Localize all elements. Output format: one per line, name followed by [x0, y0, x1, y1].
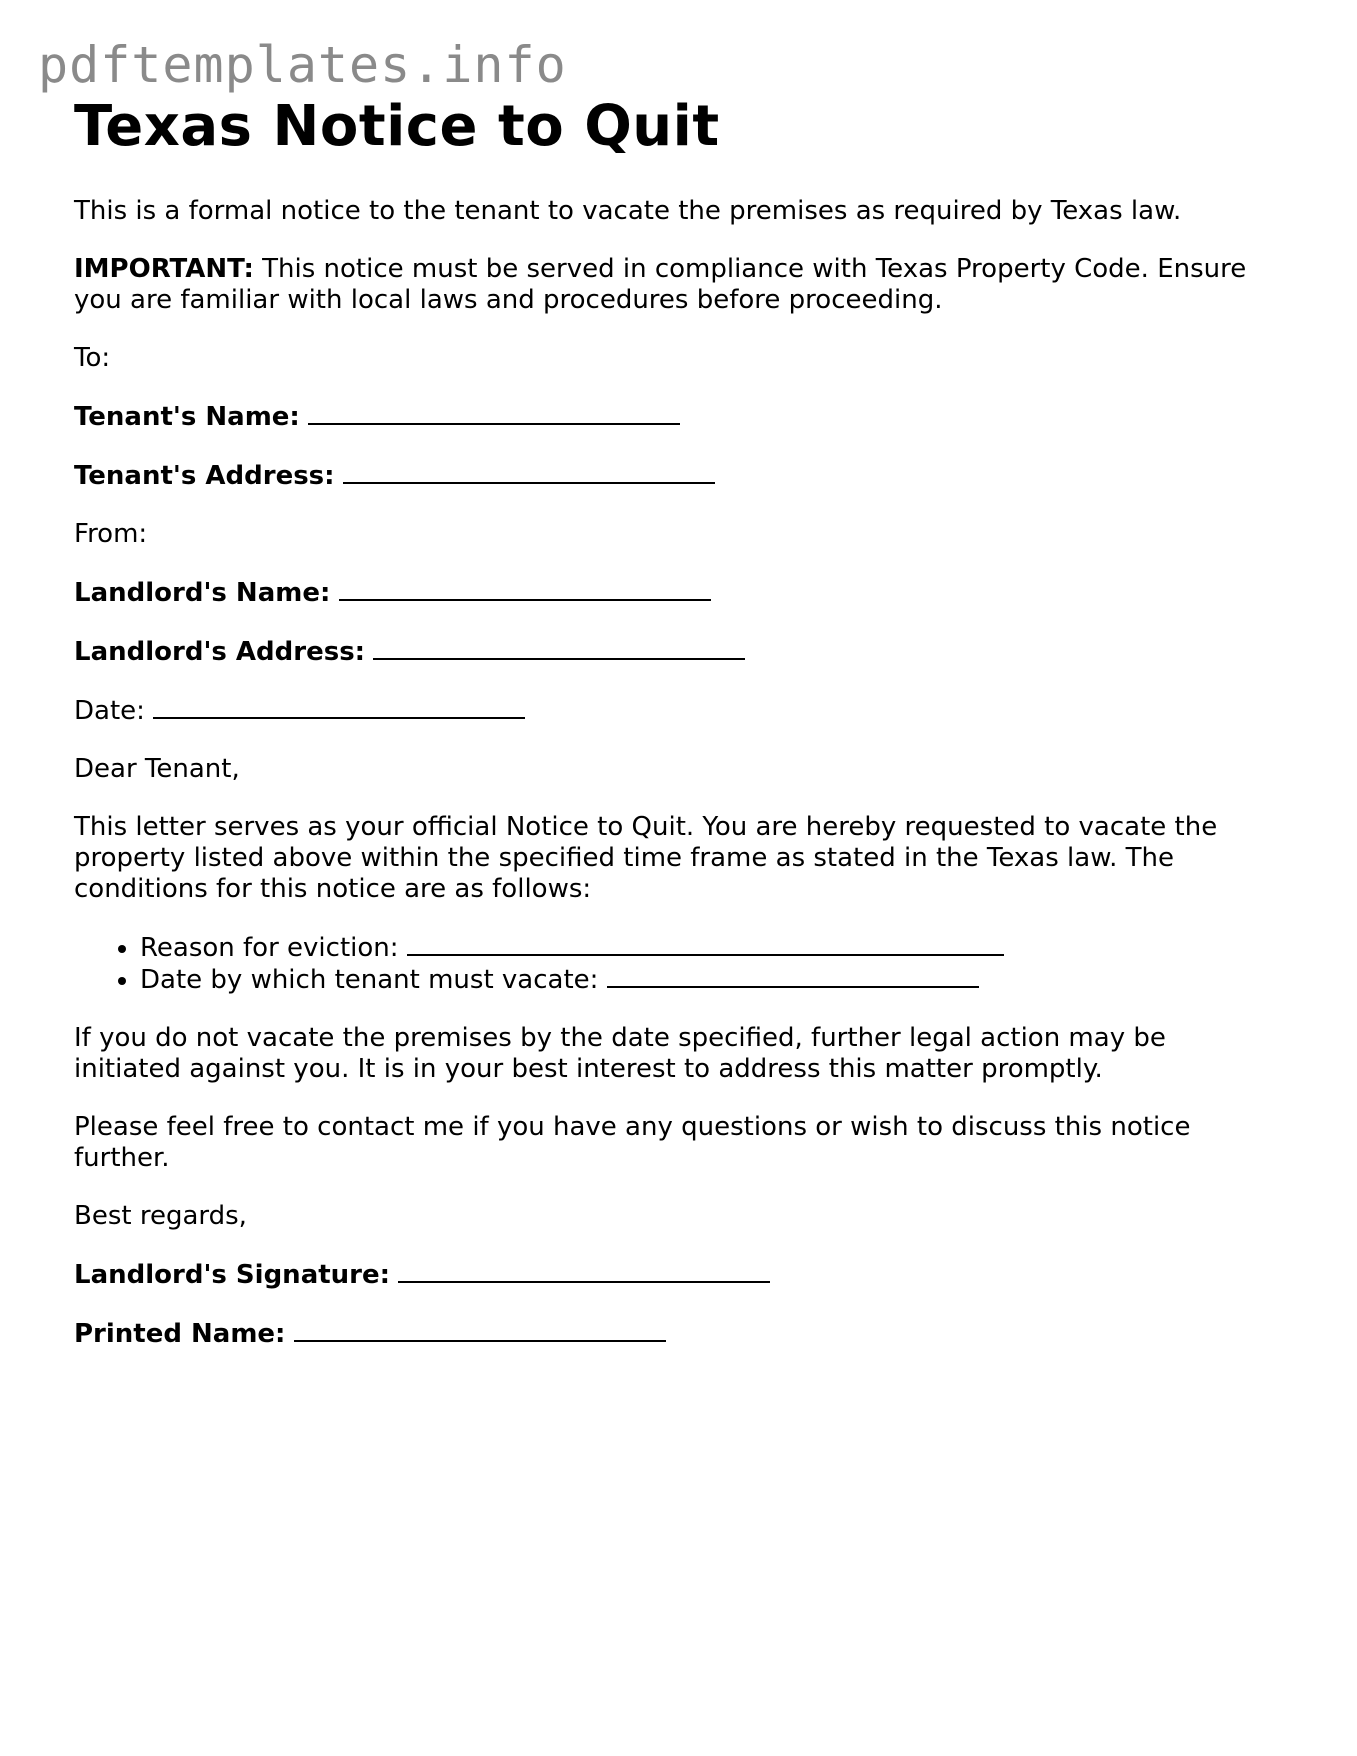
landlord-address-row — [74, 636, 1274, 668]
important-paragraph — [74, 254, 1274, 316]
page-title: Texas Notice to Quit — [74, 94, 720, 159]
notice-document — [74, 95, 1274, 1350]
date-field[interactable] — [153, 695, 525, 719]
to-label: To: — [74, 343, 111, 373]
vacate-date-field[interactable] — [607, 964, 979, 988]
printed-name-row — [74, 1318, 1274, 1350]
contact-paragraph: Please feel free to contact me if you have any questions or wish to discuss this notice further. — [74, 1112, 1191, 1173]
landlord-name-field[interactable] — [339, 577, 711, 601]
salutation: Dear Tenant, — [74, 754, 240, 784]
tenant-name-field[interactable] — [308, 401, 680, 425]
date-label: Date: — [74, 696, 145, 726]
tenant-address-row — [74, 460, 1274, 492]
conditions-list — [74, 932, 1274, 996]
printed-name-field[interactable] — [294, 1318, 666, 1342]
from-label: From: — [74, 519, 148, 549]
tenant-address-label: Tenant's Address: — [74, 461, 335, 491]
signature-field[interactable] — [398, 1259, 770, 1283]
vacate-date-label: Date by which tenant must vacate: — [140, 965, 599, 995]
printed-name-label: Printed Name: — [74, 1319, 286, 1349]
important-text: This notice must be served in compliance with Texas Property Code. Ensure you are familiar with local laws and procedures before proceeding. — [74, 254, 1247, 315]
tenant-name-row — [74, 401, 1274, 433]
landlord-address-field[interactable] — [373, 636, 745, 660]
body-paragraph: This letter serves as your official Notice to Quit. You are hereby requested to vacate the property listed above within the specified time frame as stated in the Texas law. The conditions for this notice are as follows: — [74, 812, 1218, 904]
signature-label: Landlord's Signature: — [74, 1260, 391, 1290]
list-item — [140, 932, 1274, 964]
reason-label: Reason for eviction: — [140, 933, 399, 963]
closing: Best regards, — [74, 1201, 247, 1231]
date-row — [74, 695, 1274, 727]
signature-row — [74, 1259, 1274, 1291]
watermark: pdftemplates.info — [38, 36, 567, 94]
tenant-name-label: Tenant's Name: — [74, 402, 300, 432]
important-label: IMPORTANT: — [74, 254, 254, 284]
landlord-address-label: Landlord's Address: — [74, 637, 366, 667]
tenant-address-field[interactable] — [343, 460, 715, 484]
landlord-name-row — [74, 577, 1274, 609]
intro-paragraph: This is a formal notice to the tenant to vacate the premises as required by Texas law. — [74, 196, 1182, 226]
list-item — [140, 964, 1274, 996]
reason-field[interactable] — [407, 932, 1004, 956]
warning-paragraph: If you do not vacate the premises by the date specified, further legal action may be initiated against you. It is in your best interest to address this matter promptly. — [74, 1023, 1166, 1084]
landlord-name-label: Landlord's Name: — [74, 578, 331, 608]
